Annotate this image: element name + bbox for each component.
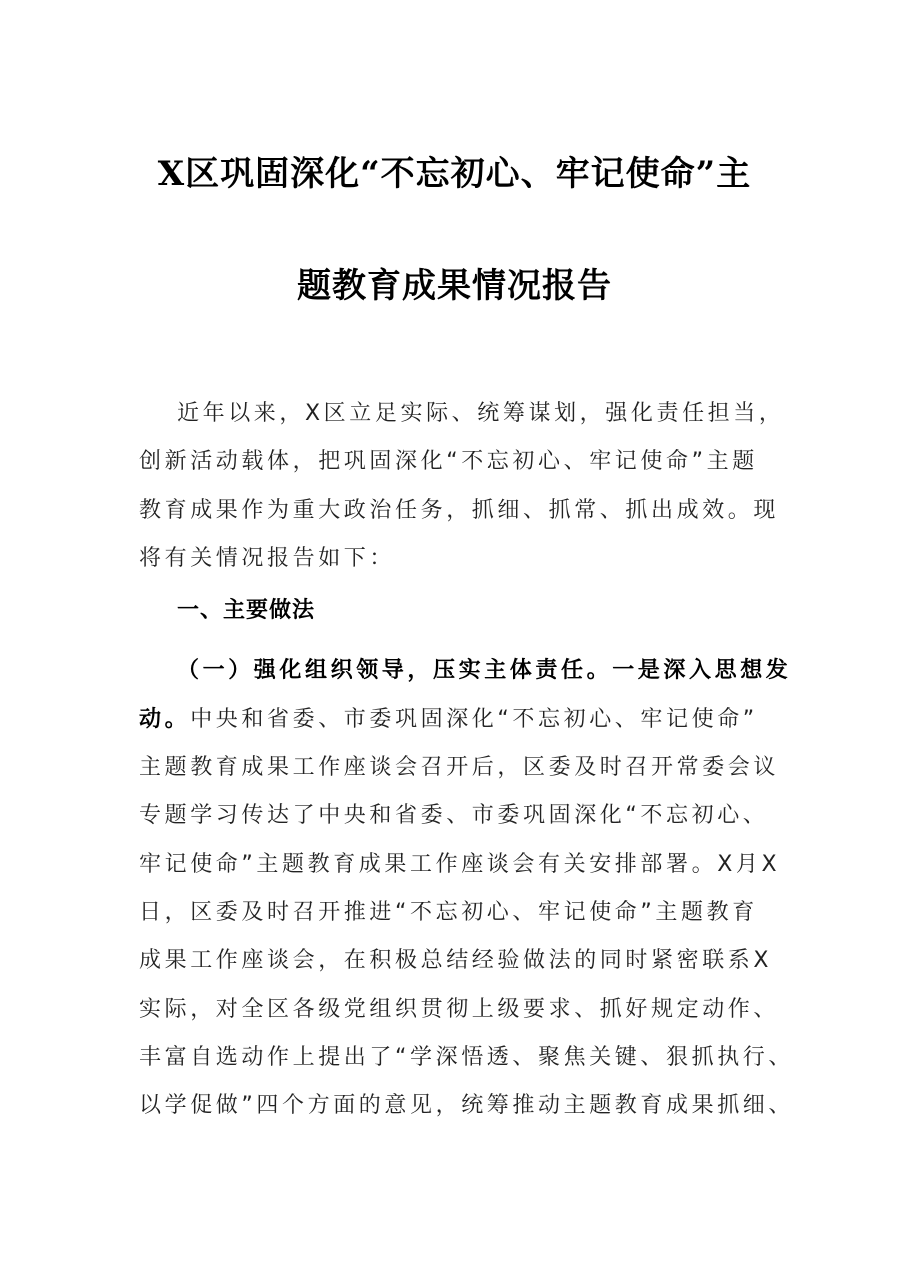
intro-line: 创新活动载体，把巩固深化“不忘初心、牢记使命”主题 — [139, 449, 758, 475]
paragraph-line: 牢记使命”主题教育成果工作座谈会有关安排部署。X月X — [139, 851, 781, 877]
section-heading: 一、主要做法 — [177, 598, 316, 624]
subsection-heading: （一）强化组织领导，压实主体责任。一是深入思想发 — [177, 658, 792, 684]
paragraph-line: 丰富自选动作上提出了“学深悟透、聚焦关键、狠抓执行、 — [139, 1044, 794, 1070]
document-body — [139, 390, 794, 1130]
bold-tail: 动。 — [139, 706, 191, 732]
paragraph-line — [139, 696, 789, 744]
paragraph-text: 中央和省委、市委巩固深化“不忘初心、牢记使命” — [190, 706, 758, 732]
intro-line: 教育成果作为重大政治任务，抓细、抓常、抓出成效。现 — [139, 497, 780, 523]
document-title-line-2: 题教育成果情况报告 — [297, 266, 612, 306]
paragraph-line: 主题教育成果工作座谈会召开后，区委及时召开常委会议 — [139, 755, 780, 781]
paragraph-line: 成果工作座谈会，在积极总结经验做法的同时紧密联系X — [139, 948, 773, 974]
paragraph-line: 以学促做”四个方面的意见，统筹推动主题教育成果抓细、 — [139, 1093, 794, 1119]
intro-line: 近年以来，X区立足实际、统筹谋划，强化责任担当， — [177, 401, 785, 426]
paragraph-line: 专题学习传达了中央和省委、市委巩固深化“不忘初心、 — [139, 803, 769, 829]
paragraph-line: 日，区委及时召开推进“不忘初心、牢记使命”主题教育 — [139, 899, 758, 925]
paragraph-line: 实际，对全区各级党组织贯彻上级要求、抓好规定动作、 — [139, 996, 780, 1022]
intro-line: 将有关情况报告如下： — [139, 545, 396, 571]
document-title-line-1: X区巩固深化“不忘初心、牢记使命”主 — [157, 154, 752, 194]
